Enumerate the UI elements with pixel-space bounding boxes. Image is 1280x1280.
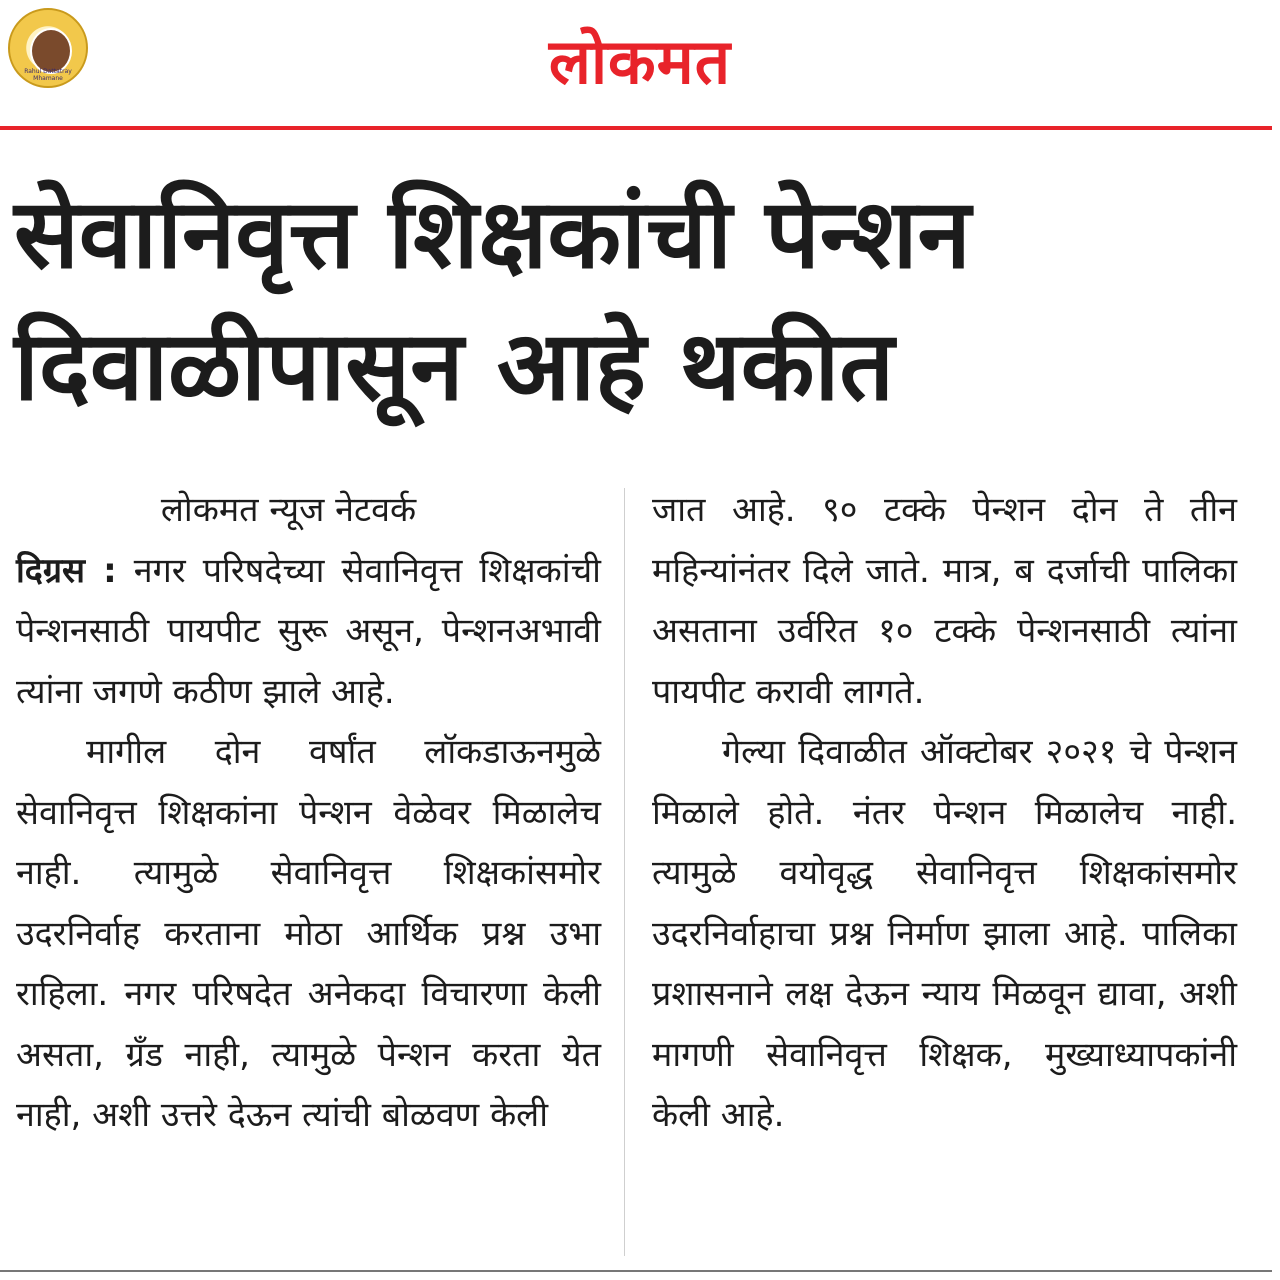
headline-line-2: दिवाळीपासून आहे थकीत — [14, 310, 895, 422]
article-paragraph-4: गेल्या दिवाळीत ऑक्टोबर २०२१ चे पेन्शन मिळाले होते. नंतर पेन्शन मिळालेच नाही. त्यामुळे वयोवृद्ध सेवानिवृत्त शिक्षकांसमोर उदरनिर्वाहाचा प्रश्न निर्माण झाला आहे. पालिका प्रशासनाने लक्ष देऊन न्याय मिळवून द्यावा, अशी मागणी सेवानिवृत्त शिक्षक, मुख्याध्यापकांनी केली आहे. — [652, 732, 1237, 1135]
headline-line-1: सेवानिवृत्त शिक्षकांची पेन्शन — [14, 178, 971, 290]
masthead-divider — [0, 126, 1272, 130]
article-paragraph-2: मागील दोन वर्षांत लॉकडाऊनमुळे सेवानिवृत्त शिक्षकांना पेन्शन वेळेवर मिळालेच नाही. त्यामुळे सेवानिवृत्त शिक्षकांसमोर उदरनिर्वाह करताना मोठा आर्थिक प्रश्न उभा राहिला. नगर परिषदेत अनेकदा विचारणा केली असता, ग्रँड नाही, त्यामुळे पेन्शन करता येत नाही, अशी उत्तरे देऊन त्यांची बोळवण केली — [16, 732, 601, 1135]
page-bottom-rule — [0, 1270, 1272, 1272]
article-paragraph-1 — [16, 541, 601, 723]
article-paragraph-3: जात आहे. ९० टक्के पेन्शन दोन ते तीन महिन्यांनंतर दिले जाते. मात्र, ब दर्जाची पालिका असताना उर्वरित १० टक्के पेन्शनसाठी त्यांना पायपीट करावी लागते. — [652, 490, 1237, 712]
article-column-left — [16, 480, 601, 1146]
article-column-right — [652, 480, 1237, 1146]
badge-ring-text: Rahul Dattatray Mhamane — [24, 68, 72, 82]
article-byline: लोकमत न्यूज नेटवर्क — [160, 490, 417, 530]
newspaper-masthead — [0, 18, 1280, 106]
article-headline — [14, 168, 1240, 432]
paragraph-1-text: नगर परिषदेच्या सेवानिवृत्त शिक्षकांची पेन्शनसाठी पायपीट सुरू असून, पेन्शनअभावी त्यांना जगणे कठीण झाले आहे. — [16, 550, 601, 712]
article-dateline: दिग्रस : — [16, 550, 117, 591]
column-divider — [624, 488, 625, 1256]
masthead-title: लोकमत — [548, 25, 732, 98]
